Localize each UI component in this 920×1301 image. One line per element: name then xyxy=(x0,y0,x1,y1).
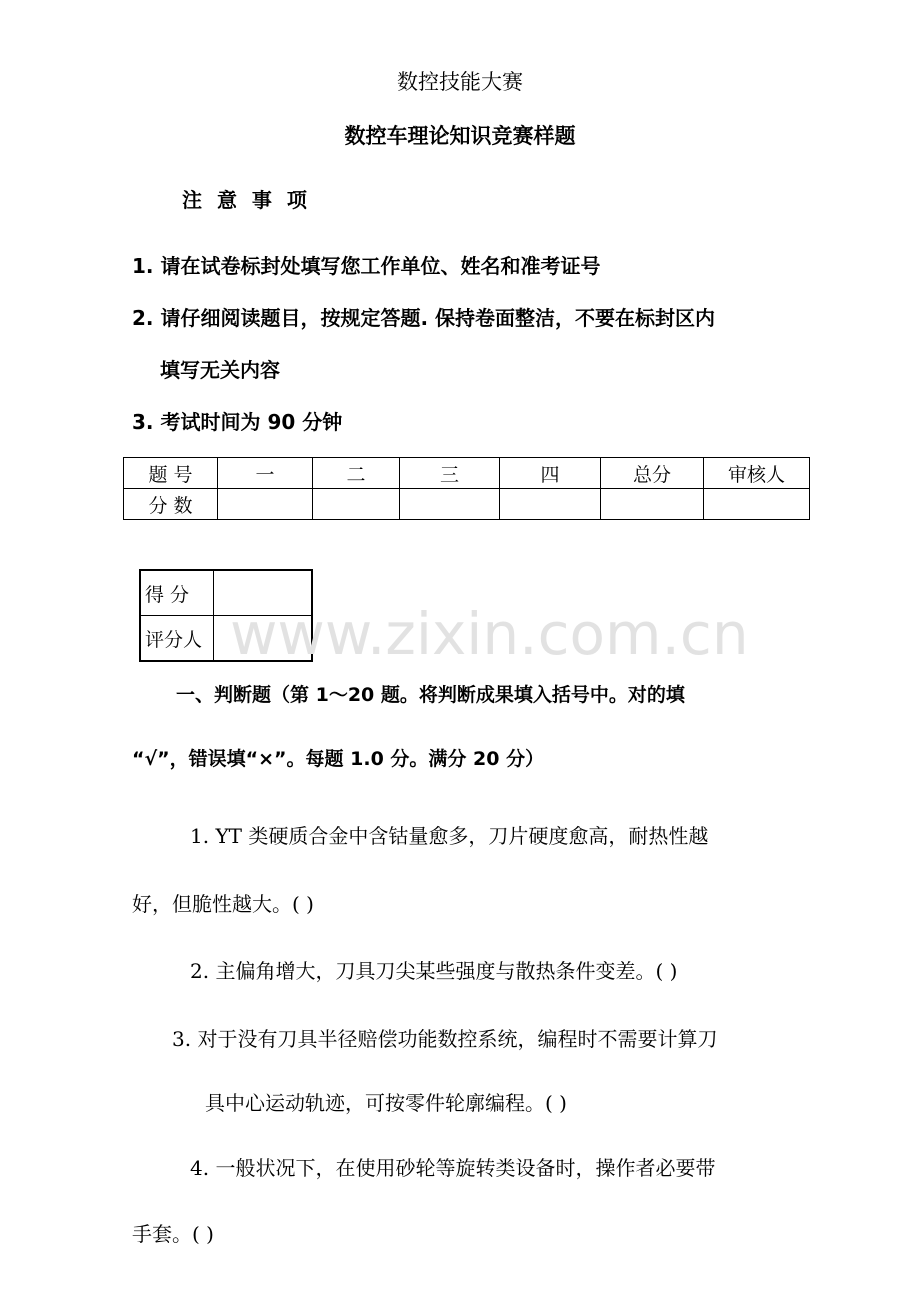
score-cell[interactable] xyxy=(601,489,704,520)
score-cell[interactable] xyxy=(500,489,601,520)
question-1: 1. YT 类硬质合金中含钴量愈多，刀片硬度愈高，耐热性越 xyxy=(190,824,709,848)
score-table-header: 二 xyxy=(313,458,400,489)
score-table-score-row xyxy=(124,489,810,520)
notice-item-3: 3. 考试时间为 90 分钟 xyxy=(132,410,343,434)
notice-item-2: 2. 请仔细阅读题目，按规定答题. 保持卷面整洁，不要在标封区内 xyxy=(132,306,716,330)
score-cell[interactable] xyxy=(218,489,313,520)
grader-name-label: 评分人 xyxy=(140,616,214,662)
question-1-continued: 好，但脆性越大。( ) xyxy=(132,892,314,916)
score-table-header-row xyxy=(124,458,810,489)
question-3-continued: 具中心运动轨迹，可按零件轮廓编程。( ) xyxy=(205,1091,567,1115)
question-4: 4. 一般状况下，在使用砂轮等旋转类设备时，操作者必要带 xyxy=(190,1156,716,1180)
score-table-header: 审核人 xyxy=(704,458,810,489)
question-3: 3. 对于没有刀具半径赔偿功能数控系统，编程时不需要计算刀 xyxy=(172,1027,718,1051)
score-table-row-label: 分 数 xyxy=(124,489,218,520)
section-1-title: 一、判断题（第 1～20 题。将判断成果填入括号中。对的填 xyxy=(176,684,685,706)
question-2: 2. 主偏角增大，刀具刀尖某些强度与散热条件变差。( ) xyxy=(190,959,678,983)
score-table-header: 题 号 xyxy=(124,458,218,489)
grader-score-label: 得 分 xyxy=(140,570,214,616)
score-table-header: 三 xyxy=(400,458,500,489)
score-cell[interactable] xyxy=(400,489,500,520)
notice-item-1: 1. 请在试卷标封处填写您工作单位、姓名和准考证号 xyxy=(132,254,601,278)
document-top-title: 数控技能大赛 xyxy=(397,70,523,94)
question-4-continued: 手套。( ) xyxy=(132,1222,214,1246)
document-main-title: 数控车理论知识竞赛样题 xyxy=(344,124,576,148)
score-cell[interactable] xyxy=(704,489,810,520)
notice-heading: 注 意 事 项 xyxy=(182,188,311,212)
notice-item-2-continued: 填写无关内容 xyxy=(160,358,280,382)
score-table-header: 四 xyxy=(500,458,601,489)
score-table-header: 一 xyxy=(218,458,313,489)
score-cell[interactable] xyxy=(313,489,400,520)
section-1-title-continued: “√”，错误填“×”。每题 1.0 分。满分 20 分） xyxy=(132,748,545,770)
score-table-header: 总分 xyxy=(601,458,704,489)
watermark: www.zixin.com.cn xyxy=(230,600,749,668)
score-table xyxy=(123,457,810,520)
